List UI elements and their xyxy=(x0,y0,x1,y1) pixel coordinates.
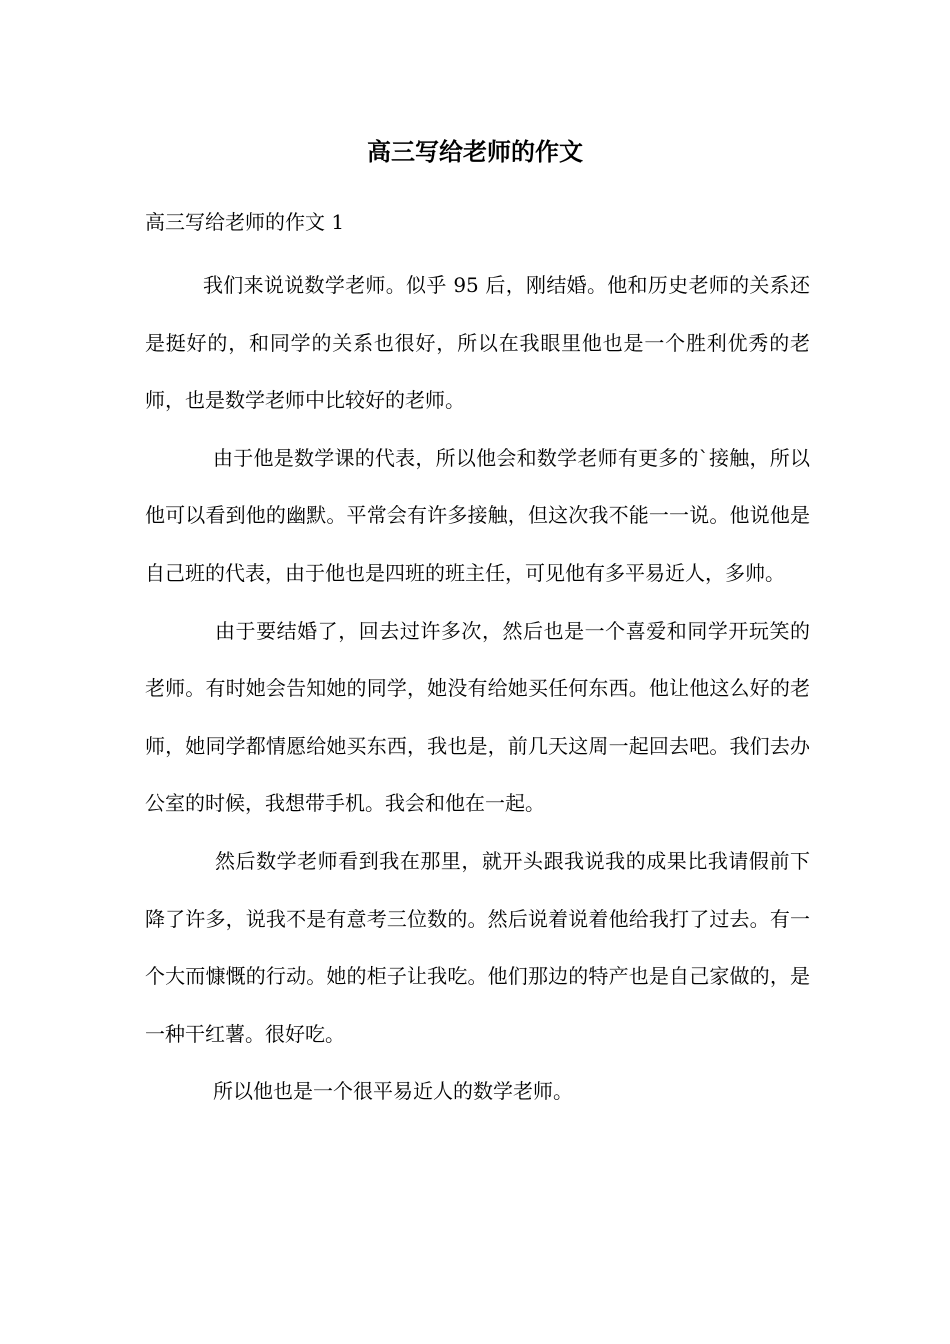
paragraph-5: 所以他也是一个很平易近人的数学老师。 xyxy=(213,1079,573,1104)
paragraph-3: 由于要结婚了，回去过许多次，然后也是一个喜爱和同学开玩笑的老师。有时她会告知她的同学，她没有给她买任何东西。他让他这么好的老师，她同学都情愿给她买东西，我也是，前几天这周一起回去吧。我们去办公室的时候，我想带手机。我会和他在一起。 xyxy=(145,618,810,816)
paragraph-4: 然后数学老师看到我在那里，就开头跟我说我的成果比我请假前下降了许多，说我不是有意考三位数的。然后说着说着他给我打了过去。有一个大而慷慨的行动。她的柜子让我吃。他们那边的特产也是自己家做的，是一种干红薯。很好吃。 xyxy=(145,848,810,1046)
document-title: 高三写给老师的作文 xyxy=(367,137,583,166)
document-subtitle: 高三写给老师的作文 1 xyxy=(145,210,345,234)
paragraph-2: 由于他是数学课的代表，所以他会和数学老师有更多的`接触，所以他可以看到他的幽默。平常会有许多接触，但这次我不能一一说。他说他是自己班的代表，由于他也是四班的班主任，可见他有多平易近人，多帅。 xyxy=(145,445,810,585)
document-body xyxy=(145,257,810,1121)
paragraph-1: 我们来说说数学老师。似乎 95 后，刚结婚。他和历史老师的关系还是挺好的，和同学的关系也很好，所以在我眼里他也是一个胜利优秀的老师，也是数学老师中比较好的老师。 xyxy=(145,273,810,413)
